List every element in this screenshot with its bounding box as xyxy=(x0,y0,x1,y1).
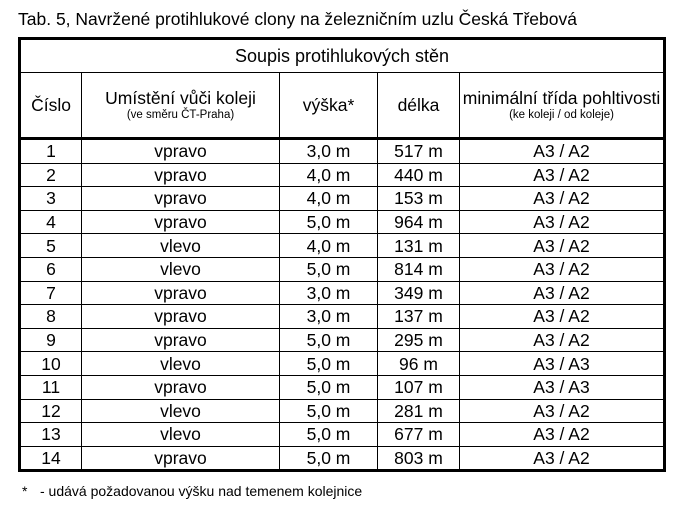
cell-cislo: 3 xyxy=(20,187,82,211)
header-delka: délka xyxy=(378,73,460,139)
cell-vyska: 4,0 m xyxy=(280,187,378,211)
cell-delka: 814 m xyxy=(378,257,460,281)
header-row xyxy=(20,73,665,139)
cell-umisteni: vlevo xyxy=(82,352,280,376)
cell-trida: A3 / A2 xyxy=(460,163,665,187)
table-row xyxy=(20,281,665,305)
cell-cislo: 1 xyxy=(20,139,82,164)
cell-umisteni: vpravo xyxy=(82,139,280,164)
cell-vyska: 3,0 m xyxy=(280,305,378,329)
cell-trida: A3 / A2 xyxy=(460,139,665,164)
cell-umisteni: vlevo xyxy=(82,399,280,423)
cell-umisteni: vlevo xyxy=(82,234,280,258)
header-vyska: výška* xyxy=(280,73,378,139)
table-row xyxy=(20,375,665,399)
cell-umisteni: vpravo xyxy=(82,187,280,211)
cell-umisteni: vpravo xyxy=(82,281,280,305)
cell-vyska: 5,0 m xyxy=(280,328,378,352)
cell-delka: 107 m xyxy=(378,375,460,399)
cell-delka: 677 m xyxy=(378,423,460,447)
table-row xyxy=(20,423,665,447)
cell-delka: 131 m xyxy=(378,234,460,258)
footnote-text: - udává požadovanou výšku nad temenem kolejnice xyxy=(40,483,363,499)
cell-umisteni: vpravo xyxy=(82,446,280,471)
cell-vyska: 5,0 m xyxy=(280,423,378,447)
header-umisteni xyxy=(82,73,280,139)
cell-vyska: 3,0 m xyxy=(280,281,378,305)
cell-trida: A3 / A2 xyxy=(460,281,665,305)
cell-umisteni: vpravo xyxy=(82,328,280,352)
table-row xyxy=(20,187,665,211)
table-row xyxy=(20,139,665,164)
footnote-marker: * xyxy=(22,483,28,499)
cell-delka: 440 m xyxy=(378,163,460,187)
cell-vyska: 5,0 m xyxy=(280,446,378,471)
cell-cislo: 10 xyxy=(20,352,82,376)
cell-delka: 349 m xyxy=(378,281,460,305)
cell-cislo: 14 xyxy=(20,446,82,471)
cell-trida: A3 / A2 xyxy=(460,446,665,471)
cell-trida: A3 / A2 xyxy=(460,305,665,329)
cell-trida: A3 / A2 xyxy=(460,423,665,447)
cell-trida: A3 / A2 xyxy=(460,187,665,211)
table-row xyxy=(20,446,665,471)
table-row xyxy=(20,257,665,281)
cell-cislo: 5 xyxy=(20,234,82,258)
cell-delka: 281 m xyxy=(378,399,460,423)
cell-cislo: 12 xyxy=(20,399,82,423)
cell-trida: A3 / A3 xyxy=(460,375,665,399)
table-row xyxy=(20,305,665,329)
cell-vyska: 4,0 m xyxy=(280,163,378,187)
cell-trida: A3 / A2 xyxy=(460,328,665,352)
header-trida xyxy=(460,73,665,139)
table-row xyxy=(20,352,665,376)
table-row xyxy=(20,399,665,423)
cell-trida: A3 / A2 xyxy=(460,210,665,234)
table-caption: Tab. 5, Navržené protihlukové clony na železničním uzlu Česká Třebová xyxy=(18,9,577,29)
cell-cislo: 7 xyxy=(20,281,82,305)
cell-umisteni: vlevo xyxy=(82,423,280,447)
noise-barrier-table xyxy=(18,37,666,472)
cell-cislo: 8 xyxy=(20,305,82,329)
cell-trida: A3 / A2 xyxy=(460,234,665,258)
cell-cislo: 9 xyxy=(20,328,82,352)
table-row xyxy=(20,328,665,352)
cell-vyska: 5,0 m xyxy=(280,210,378,234)
header-umisteni-sub: (ve směru ČT-Praha) xyxy=(126,109,235,121)
cell-delka: 803 m xyxy=(378,446,460,471)
cell-vyska: 5,0 m xyxy=(280,375,378,399)
cell-cislo: 2 xyxy=(20,163,82,187)
cell-umisteni: vpravo xyxy=(82,375,280,399)
cell-vyska: 5,0 m xyxy=(280,352,378,376)
header-umisteni-label: Umístění vůči koleji xyxy=(105,88,256,108)
table-row xyxy=(20,163,665,187)
cell-cislo: 4 xyxy=(20,210,82,234)
header-trida-label: minimální třída pohltivosti xyxy=(462,88,661,108)
cell-umisteni: vpravo xyxy=(82,210,280,234)
cell-delka: 964 m xyxy=(378,210,460,234)
cell-trida: A3 / A2 xyxy=(460,257,665,281)
cell-trida: A3 / A2 xyxy=(460,399,665,423)
cell-delka: 137 m xyxy=(378,305,460,329)
cell-vyska: 5,0 m xyxy=(280,399,378,423)
cell-vyska: 5,0 m xyxy=(280,257,378,281)
cell-vyska: 3,0 m xyxy=(280,139,378,164)
cell-cislo: 13 xyxy=(20,423,82,447)
cell-umisteni: vpravo xyxy=(82,163,280,187)
cell-delka: 517 m xyxy=(378,139,460,164)
table-row xyxy=(20,234,665,258)
cell-umisteni: vlevo xyxy=(82,257,280,281)
cell-delka: 295 m xyxy=(378,328,460,352)
cell-trida: A3 / A3 xyxy=(460,352,665,376)
cell-delka: 96 m xyxy=(378,352,460,376)
cell-vyska: 4,0 m xyxy=(280,234,378,258)
header-trida-sub: (ke koleji / od koleje) xyxy=(509,109,614,121)
header-cislo: Číslo xyxy=(20,73,82,139)
table-title: Soupis protihlukových stěn xyxy=(20,39,665,73)
table-row xyxy=(20,210,665,234)
cell-umisteni: vpravo xyxy=(82,305,280,329)
cell-cislo: 11 xyxy=(20,375,82,399)
footnote xyxy=(22,482,362,500)
cell-cislo: 6 xyxy=(20,257,82,281)
cell-delka: 153 m xyxy=(378,187,460,211)
